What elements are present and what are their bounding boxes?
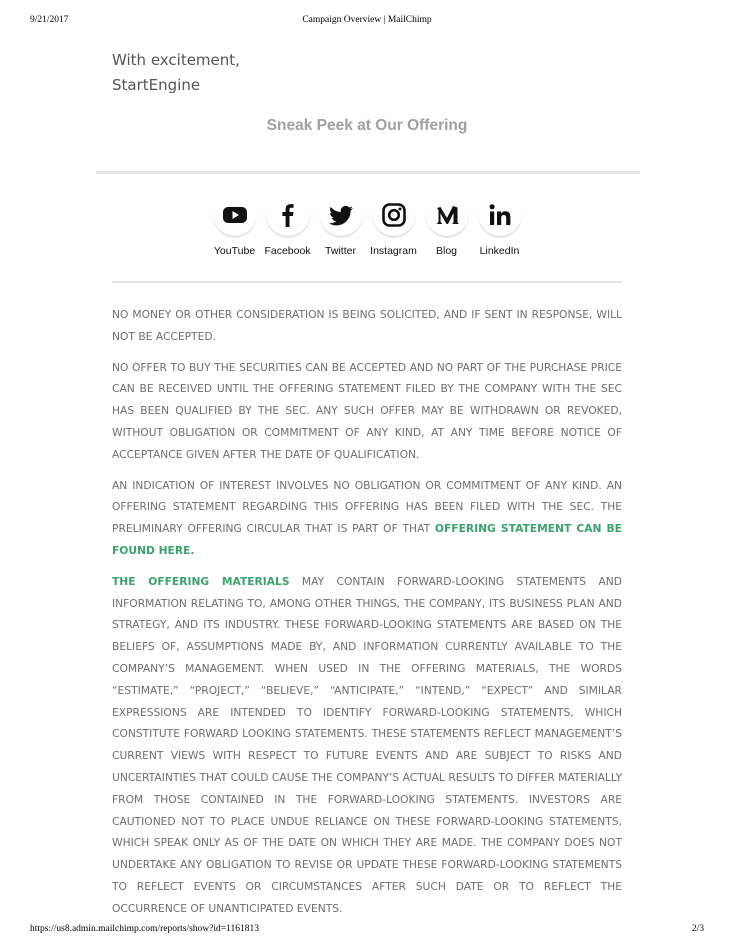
offering-materials-link[interactable]: THE OFFERING MATERIALS (112, 574, 290, 588)
print-header (0, 15, 734, 29)
social-label[interactable]: Blog (435, 245, 457, 257)
paragraph-text: MAY CONTAIN FORWARD-LOOKING STATEMENTS AND INFORMATION RELATING TO, AMONG OTHER THINGS, THE COMPANY, ITS BUSINESS PLAN AND STRATEGY, AND ITS INDUSTRY. THESE FORWARD-LOOKING STATEMENTS ARE BASED ON THE BELIEFS OF, ASSUMPTIONS MADE BY, AND INFORMATION CURRENTLY AVAILABLE TO THE COMPANY’S MANAGEMENT. WHEN USED IN THE OFFERING MATERIALS, THE WORDS “ESTIMATE,” “PROJECT,” “BELIEVE,” “ANTICIPATE,” “INTEND,” “EXPECT” AND SIMILAR EXPRESSIONS ARE INTENDED TO IDENTIFY FORWARD-LOOKING STATEMENTS, WHICH CONSTITUTE FORWARD LOOKING STATEMENTS. THESE STATEMENTS REFLECT MANAGEMENT’S CURRENT VIEWS WITH RESPECT TO FUTURE EVENTS AND ARE SUBJECT TO RISKS AND UNCERTAINTIES THAT COULD CAUSE THE COMPANY’S ACTUAL RESULTS TO DIFFER MATERIALLY FROM THOSE CONTAINED IN THE FORWARD-LOOKING STATEMENTS. INVESTORS ARE CAUTIONED NOT TO PLACE UNDUE RELIANCE ON THESE FORWARD-LOOKING STATEMENTS, WHICH SPEAK ONLY AS OF THE DATE ON WHICH THEY ARE MADE. THE COMPANY DOES NOT UNDERTAKE ANY OBLIGATION TO REVISE OR UPDATE THESE FORWARD-LOOKING STATEMENTS TO REFLECT EVENTS OR CIRCUMSTANCES AFTER SUCH DATE OR TO REFLECT THE OCCURRENCE OF UNANTICIPATED EVENTS. (112, 574, 622, 915)
linkedin-icon[interactable] (478, 193, 522, 237)
disclaimer-paragraph (112, 475, 622, 562)
print-url: https://us8.admin.mailchimp.com/reports/show?id=1161813 (30, 924, 260, 934)
social-item-instagram[interactable] (367, 193, 420, 268)
facebook-icon[interactable] (266, 193, 310, 237)
print-date: 9/21/2017 (30, 15, 69, 25)
twitter-icon[interactable] (319, 193, 363, 237)
instagram-icon[interactable] (372, 193, 416, 237)
page-number: 2/3 (691, 924, 704, 934)
sneak-peek-heading[interactable]: Sneak Peek at Our Offering (266, 117, 468, 134)
disclaimer-paragraph: NO OFFER TO BUY THE SECURITIES CAN BE ACCEPTED AND NO PART OF THE PURCHASE PRICE CAN BE RECEIVED UNTIL THE OFFERING STATEMENT FILED BY THE COMPANY WITH THE SEC HAS BEEN QUALIFIED BY THE SEC. ANY SUCH OFFER MAY BE WITHDRAWN OR REVOKED, WITHOUT OBLIGATION OR COMMITMENT OF ANY KIND, AT ANY TIME BEFORE NOTICE OF ACCEPTANCE GIVEN AFTER THE DATE OF QUALIFICATION. (112, 360, 622, 461)
social-item-blog[interactable] (420, 193, 473, 268)
social-item-twitter[interactable] (314, 193, 367, 268)
social-label[interactable]: Twitter (325, 245, 356, 257)
social-label[interactable]: LinkedIn (479, 245, 520, 257)
paragraph-text: AN INDICATION OF INTEREST INVOLVES NO OBLIGATION OR COMMITMENT OF ANY KIND. AN OFFERING STATEMENT REGARDING THIS OFFERING HAS BEEN FILED WITH THE SEC. THE PRELIMINARY OFFERING CIRCULAR THAT IS PART OF THAT (112, 478, 622, 536)
social-item-youtube[interactable] (208, 193, 261, 268)
disclaimer-paragraph (112, 571, 622, 920)
social-label[interactable]: YouTube (213, 245, 256, 257)
social-links (208, 193, 526, 268)
print-title: Campaign Overview | MailChimp (302, 15, 432, 25)
signoff (112, 48, 240, 98)
social-label[interactable]: Facebook (264, 245, 311, 257)
offering-statement-link[interactable]: OFFERING STATEMENT CAN BE FOUND HERE. (112, 522, 622, 557)
social-label[interactable]: Instagram (370, 245, 417, 257)
social-item-linkedin[interactable] (473, 193, 526, 268)
medium-icon[interactable] (425, 193, 469, 237)
divider (96, 171, 640, 174)
print-footer (0, 924, 734, 938)
youtube-icon[interactable] (213, 193, 257, 237)
signoff-line: With excitement, (112, 51, 240, 69)
disclaimer-paragraph: NO MONEY OR OTHER CONSIDERATION IS BEING SOLICITED, AND IF SENT IN RESPONSE, WILL NOT BE ACCEPTED. (112, 308, 622, 343)
divider (112, 281, 622, 283)
social-item-facebook[interactable] (261, 193, 314, 268)
legal-disclaimer (112, 304, 622, 929)
signoff-company: StartEngine (112, 76, 201, 94)
